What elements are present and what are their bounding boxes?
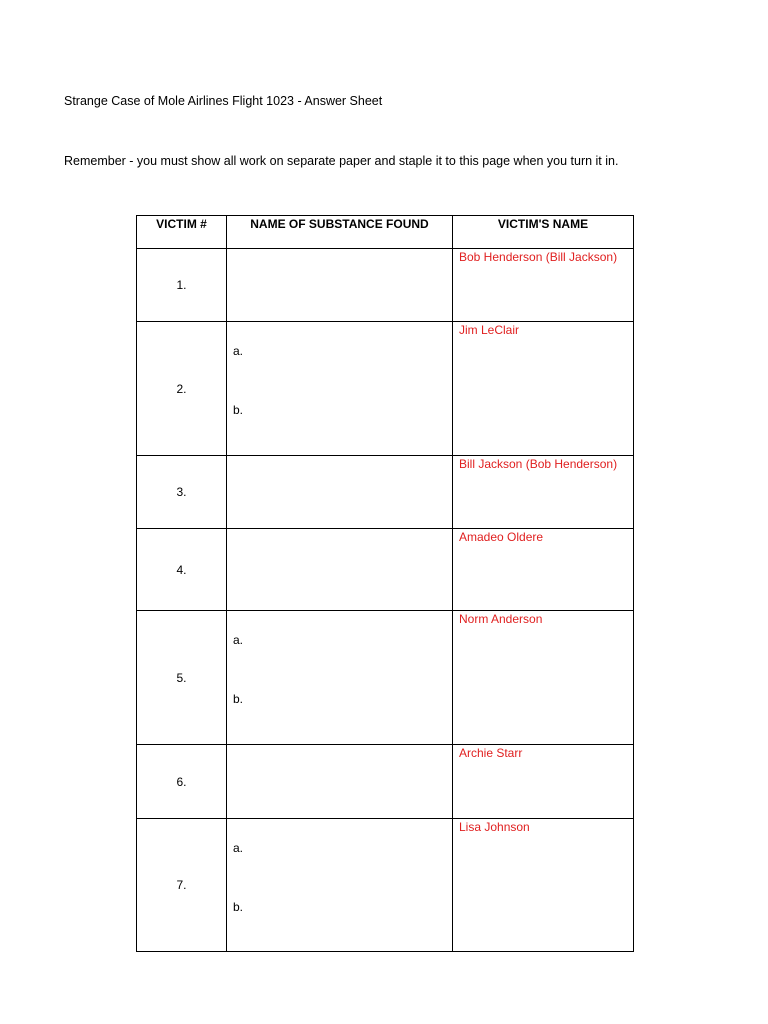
victim-number: 5. (137, 611, 227, 745)
victim-name: Jim LeClair (453, 322, 634, 456)
table-row (137, 249, 634, 322)
victim-name: Bob Henderson (Bill Jackson) (453, 249, 634, 322)
victim-name: Bill Jackson (Bob Henderson) (453, 456, 634, 529)
table-row (137, 745, 634, 819)
substance-answer-cell[interactable] (227, 611, 453, 745)
victim-number: 6. (137, 745, 227, 819)
substance-part-a-label: a. (233, 344, 244, 358)
table-row (137, 611, 634, 745)
header-victim-number: VICTIM # (137, 216, 227, 249)
substance-answer-cell[interactable] (227, 322, 453, 456)
victim-number: 7. (137, 819, 227, 952)
substance-part-b-label: b. (233, 403, 244, 417)
substance-answer-cell[interactable] (227, 529, 453, 611)
table-row (137, 819, 634, 952)
victim-name: Archie Starr (453, 745, 634, 819)
substance-part-b-label: b. (233, 900, 244, 914)
substance-answer-cell[interactable] (227, 745, 453, 819)
table-row (137, 456, 634, 529)
substance-part-b-label: b. (233, 692, 244, 706)
victim-name: Amadeo Oldere (453, 529, 634, 611)
header-victim-name: VICTIM'S NAME (453, 216, 634, 249)
victim-number: 1. (137, 249, 227, 322)
victim-number: 2. (137, 322, 227, 456)
victim-number: 3. (137, 456, 227, 529)
substance-answer-cell[interactable] (227, 249, 453, 322)
substance-answer-cell[interactable] (227, 819, 453, 952)
table-row (137, 529, 634, 611)
instructions-text: Remember - you must show all work on separate paper and staple it to this page when you turn it in. (64, 154, 619, 168)
document-title: Strange Case of Mole Airlines Flight 1023 - Answer Sheet (64, 94, 383, 108)
answer-table (136, 215, 634, 952)
substance-part-a-label: a. (233, 841, 244, 855)
victim-name: Lisa Johnson (453, 819, 634, 952)
table-header-row (137, 216, 634, 249)
substance-answer-cell[interactable] (227, 456, 453, 529)
header-substance: NAME OF SUBSTANCE FOUND (227, 216, 453, 249)
victim-name: Norm Anderson (453, 611, 634, 745)
substance-part-a-label: a. (233, 633, 244, 647)
table-row (137, 322, 634, 456)
victim-number: 4. (137, 529, 227, 611)
